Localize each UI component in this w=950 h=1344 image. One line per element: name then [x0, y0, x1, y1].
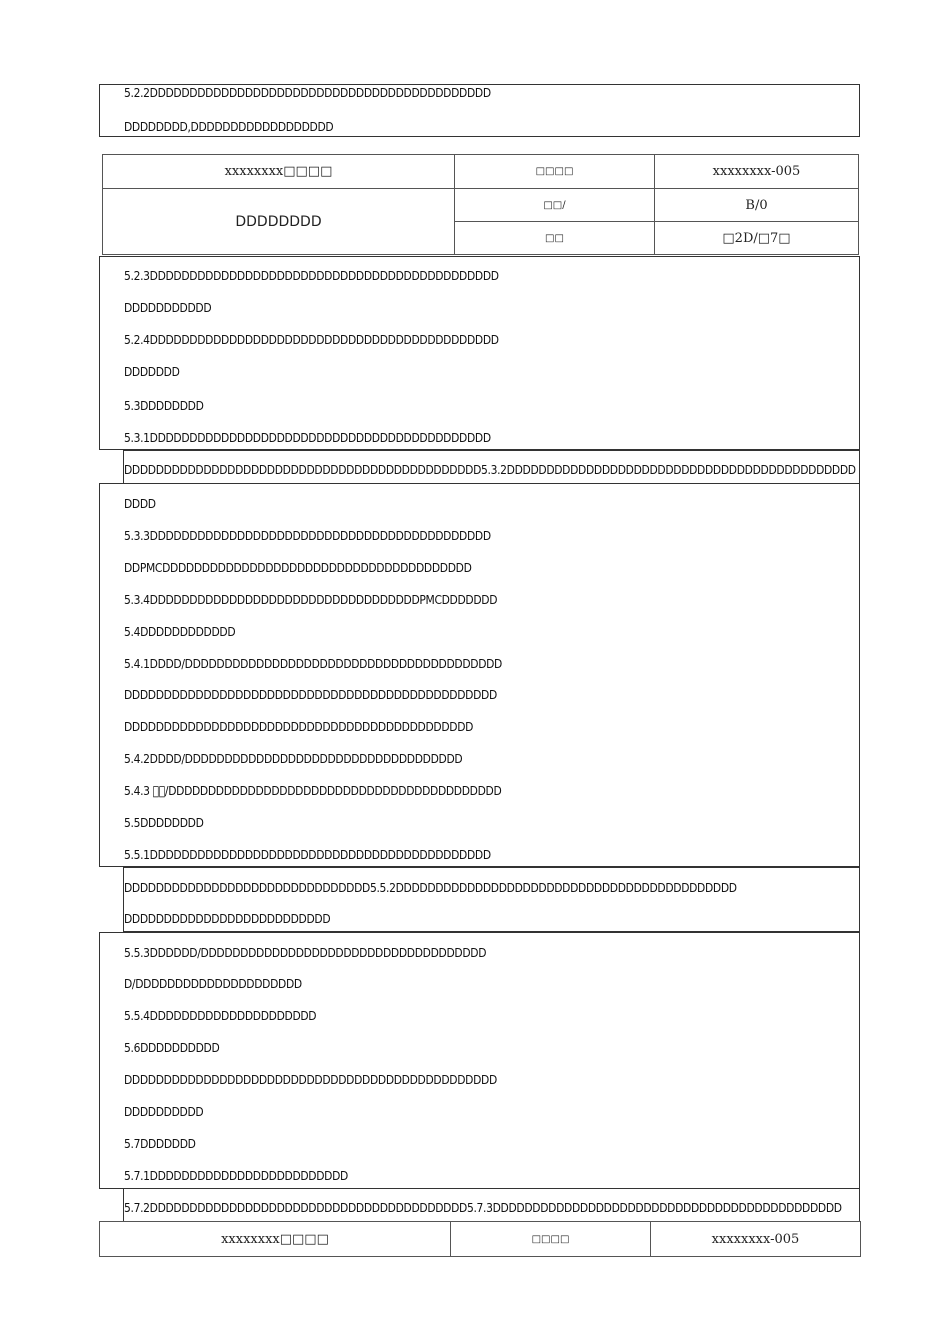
document-title: DDDDDDDD — [103, 189, 455, 255]
text-line: 5.4.2DDDD/DDDDDDDDDDDDDDDDDDDDDDDDDDDDDDDDDDD — [124, 751, 463, 766]
text-line: 5.6DDDDDDDDDD — [124, 1040, 220, 1055]
text-line: 5.2.4DDDDDDDDDDDDDDDDDDDDDDDDDDDDDDDDDDDDDDDDDDDD — [124, 332, 499, 347]
section-box-6 — [99, 932, 860, 1189]
doc-number-label: □□□□ — [455, 155, 655, 189]
company-name: xxxxxxxx□□□□ — [103, 155, 455, 189]
text-line: 5.3.4DDDDDDDDDDDDDDDDDDDDDDDDDDDDDDDDDDPMCDDDDDDD — [124, 592, 498, 607]
text-line: 5.4DDDDDDDDDDDD — [124, 624, 236, 639]
text-line: DDDDDDDDDDDDDDDDDDDDDDDDDDDDDDDDDDDDDDDDDDDDDDD — [124, 687, 497, 702]
text-line: DDDDDDDDDDDDDDDDDDDDDDDDDDDDDDDDDDDDDDDDDDDDD5.3.2DDDDDDDDDDDDDDDDDDDDDDDDDDDDDDDDDDDDDDDDDDDD — [124, 462, 856, 477]
text-line: 5.7DDDDDDD — [124, 1136, 196, 1151]
page-label: □□ — [455, 222, 655, 255]
text-line: 5.2.3DDDDDDDDDDDDDDDDDDDDDDDDDDDDDDDDDDDDDDDDDDDD — [124, 268, 499, 283]
text-line: 5.5.3DDDDDD/DDDDDDDDDDDDDDDDDDDDDDDDDDDDDDDDDDDD — [124, 945, 487, 960]
text-line: 5.5.4DDDDDDDDDDDDDDDDDDDDD — [124, 1008, 317, 1023]
text-line: 5.3.3DDDDDDDDDDDDDDDDDDDDDDDDDDDDDDDDDDDDDDDDDDD — [124, 528, 491, 543]
document-header-table — [102, 154, 859, 255]
text-line: DDDDDDDDDDDDDDDDDDDDDDDDDDDDDDDDDDDDDDDDDDDD — [124, 719, 474, 734]
text-line: DDDDDDDD,DDDDDDDDDDDDDDDDDD — [124, 119, 334, 134]
document-header-table-2 — [99, 1221, 861, 1257]
text-line: DDPMCDDDDDDDDDDDDDDDDDDDDDDDDDDDDDDDDDDDDDDD — [124, 560, 472, 575]
company-name: xxxxxxxx□□□□ — [100, 1222, 451, 1257]
text-line: D/DDDDDDDDDDDDDDDDDDDDD — [124, 976, 302, 991]
text-line: 5.4.1DDDD/DDDDDDDDDDDDDDDDDDDDDDDDDDDDDDDDDDDDDDDD — [124, 656, 502, 671]
text-line: DDDD — [124, 496, 156, 511]
text-line: DDDDDDD — [124, 364, 180, 379]
doc-number: xxxxxxxx-005 — [655, 155, 859, 189]
version-label: □□/ — [455, 189, 655, 222]
text-line: 5.7.1DDDDDDDDDDDDDDDDDDDDDDDDD — [124, 1168, 348, 1183]
text-line: DDDDDDDDDDDDDDDDDDDDDDDDDD — [124, 911, 331, 926]
text-line: 5.4.3   /DDDDDDDDDDDDDDDDDDDDDDDDDDDDDDDDDDDDDDDDDD — [124, 783, 502, 798]
text-line: 5.2.2DDDDDDDDDDDDDDDDDDDDDDDDDDDDDDDDDDDDDDDDDDD — [124, 85, 491, 100]
text-line: DDDDDDDDDDDDDDDDDDDDDDDDDDDDDDD5.5.2DDDDDDDDDDDDDDDDDDDDDDDDDDDDDDDDDDDDDDDDDDD — [124, 880, 737, 895]
text-line: 5.5DDDDDDDD — [124, 815, 204, 830]
text-line: 5.5.1DDDDDDDDDDDDDDDDDDDDDDDDDDDDDDDDDDDDDDDDDDD — [124, 847, 491, 862]
doc-number: xxxxxxxx-005 — [651, 1222, 861, 1257]
text-line: DDDDDDDDDDD — [124, 300, 212, 315]
text-line: DDDDDDDDDDDDDDDDDDDDDDDDDDDDDDDDDDDDDDDDDDDDDDD — [124, 1072, 497, 1087]
text-line: DDDDDDDDDD — [124, 1104, 204, 1119]
text-line: 5.7.2DDDDDDDDDDDDDDDDDDDDDDDDDDDDDDDDDDDDDDDD5.7.3DDDDDDDDDDDDDDDDDDDDDDDDDDDDDDDDDDDDDDDDDDDD — [124, 1200, 842, 1215]
text-line: 5.3.1DDDDDDDDDDDDDDDDDDDDDDDDDDDDDDDDDDDDDDDDDDD — [124, 430, 491, 445]
version-value: B/0 — [655, 189, 859, 222]
doc-number-label: □□□□ — [451, 1222, 651, 1257]
section-box-2 — [99, 256, 860, 450]
page-value: □2D/□7□ — [655, 222, 859, 255]
text-line: 5.3DDDDDDDD — [124, 398, 204, 413]
